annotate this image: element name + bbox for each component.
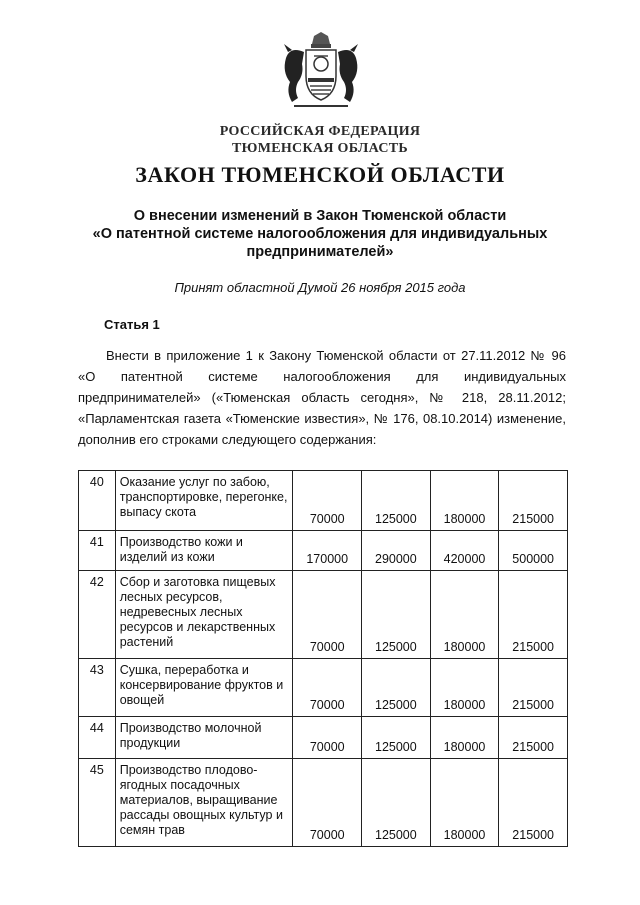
value-cell: 70000 [293,471,362,531]
law-title-line: О внесении изменений в Закон Тюменской области [133,208,507,224]
activity-name: Оказание услуг по забою, транспортировке, перегонке, выпасу скота [115,471,293,531]
value-cell: 125000 [362,571,431,659]
table-row [79,717,568,759]
law-title-line: предпринимателей» [246,244,394,260]
value-cell: 125000 [362,717,431,759]
value-cell: 180000 [430,471,499,531]
value-cell: 215000 [499,659,568,717]
value-cell: 180000 [430,571,499,659]
activity-name: Производство плодово-ягодных посадочных материалов, выращивание рассады овощных культур и семян трав [115,759,293,847]
value-cell: 70000 [293,759,362,847]
body-line: предпринимателей» («Тюменская область сегодня», № 218, 28.11.2012; [78,390,566,405]
value-cell: 180000 [430,759,499,847]
value-cell: 215000 [499,717,568,759]
value-cell: 125000 [362,759,431,847]
row-number: 45 [79,759,116,847]
activity-name: Сбор и заготовка пищевых лесных ресурсов, недревесных лесных ресурсов и лекарственных растений [115,571,293,659]
activity-name: Производство молочной продукции [115,717,293,759]
value-cell: 180000 [430,717,499,759]
adoption-note: Принят областной Думой 26 ноября 2015 года [174,280,466,295]
table-row [79,759,568,847]
body-line: Внести в приложение 1 к Закону Тюменской области от 27.11.2012 № 96 [106,348,566,363]
article-body [78,345,566,450]
value-cell: 420000 [430,531,499,571]
value-cell: 290000 [362,531,431,571]
row-number: 43 [79,659,116,717]
table-row [79,531,568,571]
row-number: 42 [79,571,116,659]
body-line: «О патентной системе налогообложения для индивидуальных [78,369,566,384]
table-row [79,471,568,531]
table-row [79,571,568,659]
value-cell: 215000 [499,471,568,531]
row-number: 44 [79,717,116,759]
tax-table [78,470,568,847]
article-heading: Статья 1 [104,317,160,332]
value-cell: 70000 [293,717,362,759]
value-cell: 215000 [499,759,568,847]
value-cell: 125000 [362,471,431,531]
body-line: «Парламентская газета «Тюменские известия», № 176, 08.10.2014) изменение, [78,411,566,426]
row-number: 41 [79,531,116,571]
law-title-line: «О патентной системе налогообложения для индивидуальных [92,226,548,242]
body-line: дополнив его строками следующего содержания: [78,432,377,447]
value-cell: 215000 [499,571,568,659]
activity-name: Сушка, переработка и консервирование фруктов и овощей [115,659,293,717]
value-cell: 500000 [499,531,568,571]
table-row [79,659,568,717]
activity-name: Производство кожи и изделий из кожи [115,531,293,571]
value-cell: 125000 [362,659,431,717]
country-heading: РОССИЙСКАЯ ФЕДЕРАЦИЯ [219,124,421,139]
region-heading: ТЮМЕНСКАЯ ОБЛАСТЬ [232,141,408,156]
row-number: 40 [79,471,116,531]
value-cell: 180000 [430,659,499,717]
law-heading: ЗАКОН ТЮМЕНСКОЙ ОБЛАСТИ [135,162,505,187]
value-cell: 70000 [293,659,362,717]
coat-of-arms-emblem [276,32,366,114]
value-cell: 70000 [293,571,362,659]
value-cell: 170000 [293,531,362,571]
law-title [60,207,580,261]
